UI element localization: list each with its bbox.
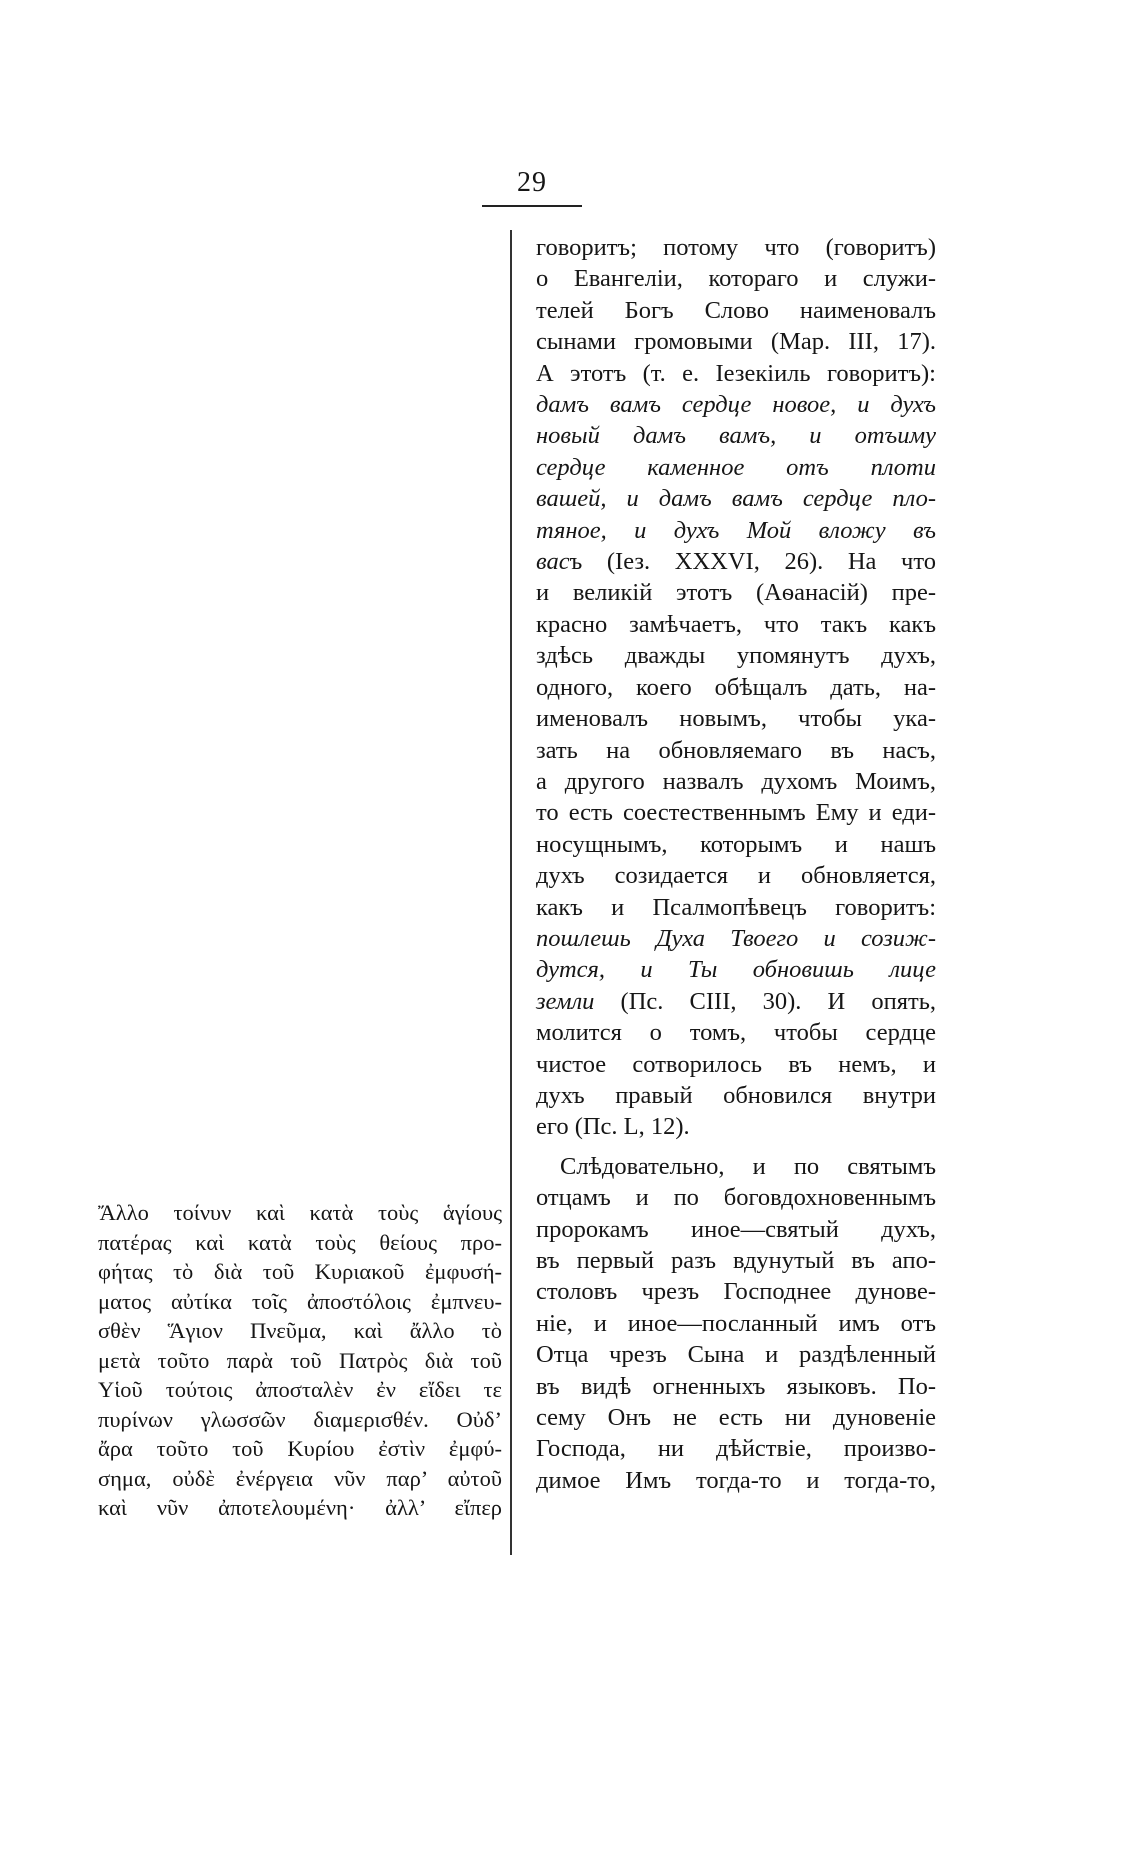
italic-quote-text: дамъ вамъ сердце новое, и духъ [536, 391, 936, 419]
line-text: ἄρα τοῦτο τοῦ Κυρίου ἐστὶν ἐμφύ- [98, 1436, 502, 1461]
line-text: о Евангеліи, котораго и служи- [536, 265, 936, 293]
line-text: и великій этотъ (Аѳанасій) пре- [536, 579, 936, 607]
text-line [536, 766, 936, 797]
text-line [536, 546, 936, 577]
line-text: чистое сотворилось въ немъ, и [536, 1050, 936, 1078]
line-text: пророкамъ иное—святый духъ, [536, 1215, 936, 1243]
line-text: зать на обновляемаго въ насъ, [536, 736, 936, 764]
line-text: μετὰ τοῦτο παρὰ τοῦ Πατρὸς διὰ τοῦ [98, 1347, 502, 1373]
text-line [536, 326, 936, 357]
line-text: а другого назвалъ духомъ Моимъ, [536, 767, 936, 795]
text-line [536, 577, 936, 608]
text-line [536, 1339, 936, 1370]
line-text: красно замѣчаетъ, что такъ какъ [536, 610, 936, 638]
text-line [536, 640, 936, 671]
italic-quote-text: вас [536, 548, 570, 576]
line-text: Ἄλλο τοίνυν καὶ κατὰ τοὺς ἁγίους [98, 1200, 502, 1225]
text-line [536, 923, 936, 954]
text-line [536, 1080, 936, 1111]
line-text: димое Имъ тогда-то и тогда-то, [536, 1466, 936, 1494]
text-line [536, 263, 936, 294]
line-text-rest: (Пс. CIII, 30). И опять, [594, 987, 936, 1015]
text-line [536, 703, 936, 734]
line-text: телей Богъ Слово наименовалъ [536, 296, 936, 324]
line-text: въ первый разъ вдунутый въ апо- [536, 1247, 936, 1274]
line-text: сему Онъ не есть ни дуновеніе [536, 1404, 936, 1432]
italic-quote-text: дутся, и Ты обновишь лице [536, 956, 936, 984]
line-text: Υἱοῦ τούτοις ἀποσταλὲν ἐν εἴδει τε [98, 1377, 502, 1402]
text-line [536, 1182, 936, 1213]
text-line [98, 1287, 502, 1317]
line-text: σθὲν Ἅγιον Πνεῦμα, καὶ ἄλλο τὸ [98, 1318, 502, 1343]
greek-text-column [98, 1198, 502, 1523]
line-text: καὶ νῦν ἀποτελουμένη· ἀλλ’ εἴπερ [98, 1495, 502, 1520]
text-line [536, 954, 936, 985]
line-text: ніе, и иное—посланный имъ отъ [536, 1309, 936, 1337]
text-line [98, 1464, 502, 1494]
text-line [536, 515, 936, 546]
line-text: какъ и Псалмопѣвецъ говоритъ: [536, 893, 936, 921]
line-text: Господа, ни дѣйствіе, произво- [536, 1435, 936, 1463]
text-line [98, 1434, 502, 1464]
line-text: πατέρας καὶ κατὰ τοὺς θείους προ- [98, 1229, 502, 1255]
column-divider [510, 230, 512, 1555]
text-line [536, 672, 936, 703]
text-line [536, 389, 936, 420]
text-line [536, 1111, 936, 1142]
line-text: σημα, οὐδὲ ἐνέργεια νῦν παρ’ αὐτοῦ [98, 1465, 502, 1491]
line-text: носущнымъ, которымъ и нашъ [536, 830, 936, 858]
line-text: духъ созидается и обновляется, [536, 862, 936, 890]
line-text: πυρίνων γλωσσῶν διαμερισθέν. Οὐδ’ [98, 1406, 502, 1432]
line-text: духъ правый обновился внутри [536, 1081, 936, 1109]
text-line [536, 483, 936, 514]
line-text: Отца чрезъ Сына и раздѣленный [536, 1341, 936, 1369]
text-line [536, 829, 936, 860]
italic-quote-text: сердце каменное отъ плоти [536, 453, 936, 481]
text-line [536, 1017, 936, 1048]
text-line [98, 1405, 502, 1435]
text-line [536, 1433, 936, 1464]
line-text: столовъ чрезъ Господнее дунове- [536, 1278, 936, 1306]
line-text: въ видѣ огненныхъ языковъ. По- [536, 1372, 936, 1400]
text-line [536, 1465, 936, 1496]
paragraph-gap [536, 1143, 936, 1151]
italic-quote-text: новый дамъ вамъ, и отъиму [536, 422, 936, 450]
text-line [98, 1257, 502, 1287]
line-text: ματος αὐτίκα τοῖς ἀποστόλοις ἐμπνευ- [98, 1288, 502, 1314]
text-line [98, 1198, 502, 1228]
line-text: именовалъ новымъ, чтобы ука- [536, 705, 936, 733]
line-text: его (Пс. L, 12). [536, 1113, 690, 1141]
text-line [536, 860, 936, 891]
text-line [536, 358, 936, 389]
text-line [98, 1375, 502, 1405]
text-line [536, 1371, 936, 1402]
text-line [536, 1214, 936, 1245]
text-line [536, 232, 936, 263]
text-line [536, 1151, 936, 1182]
text-line [536, 295, 936, 326]
text-line [98, 1316, 502, 1346]
line-text: φήτας τὸ διὰ τοῦ Κυριακοῦ ἐμφυσή- [98, 1259, 502, 1284]
line-text: то есть соестественнымъ Ему и еди- [536, 799, 936, 827]
russian-text-column [536, 232, 936, 1496]
text-line [98, 1346, 502, 1376]
text-line [98, 1493, 502, 1523]
italic-quote-text: пошлешь Духа Твоего и созиж- [536, 924, 936, 952]
text-line [98, 1228, 502, 1258]
text-line [536, 452, 936, 483]
line-text: одного, коего обѣщалъ дать, на- [536, 673, 936, 701]
text-line [536, 986, 936, 1017]
line-text: говоритъ; потому что (говоритъ) [536, 234, 936, 261]
text-line [536, 892, 936, 923]
line-text: сынами громовыми (Мар. III, 17). [536, 328, 936, 356]
text-line [536, 797, 936, 828]
italic-quote-text: вашей, и дамъ вамъ сердце пло- [536, 485, 936, 513]
page-number-rule [482, 205, 582, 207]
text-line [536, 735, 936, 766]
text-line [536, 1049, 936, 1080]
text-line [536, 1245, 936, 1276]
italic-quote-text: земли [536, 987, 595, 1015]
text-line [536, 1276, 936, 1307]
text-line [536, 1308, 936, 1339]
line-text: Слѣдовательно, и по святымъ [560, 1152, 936, 1180]
line-text: А этотъ (т. е. Іезекіиль говоритъ): [536, 359, 936, 387]
italic-quote-text: тяное, и духъ Мой вложу въ [536, 516, 936, 544]
line-text-rest: ъ (Іез. XXXVI, 26). На что [569, 548, 936, 576]
line-text: молится о томъ, чтобы сердце [536, 1019, 936, 1047]
line-text: отцамъ и по боговдохновеннымъ [536, 1184, 936, 1212]
text-line [536, 420, 936, 451]
text-line [536, 609, 936, 640]
page-number: 29 [517, 167, 547, 198]
text-line [536, 1402, 936, 1433]
line-text: здѣсь дважды упомянутъ духъ, [536, 642, 936, 670]
